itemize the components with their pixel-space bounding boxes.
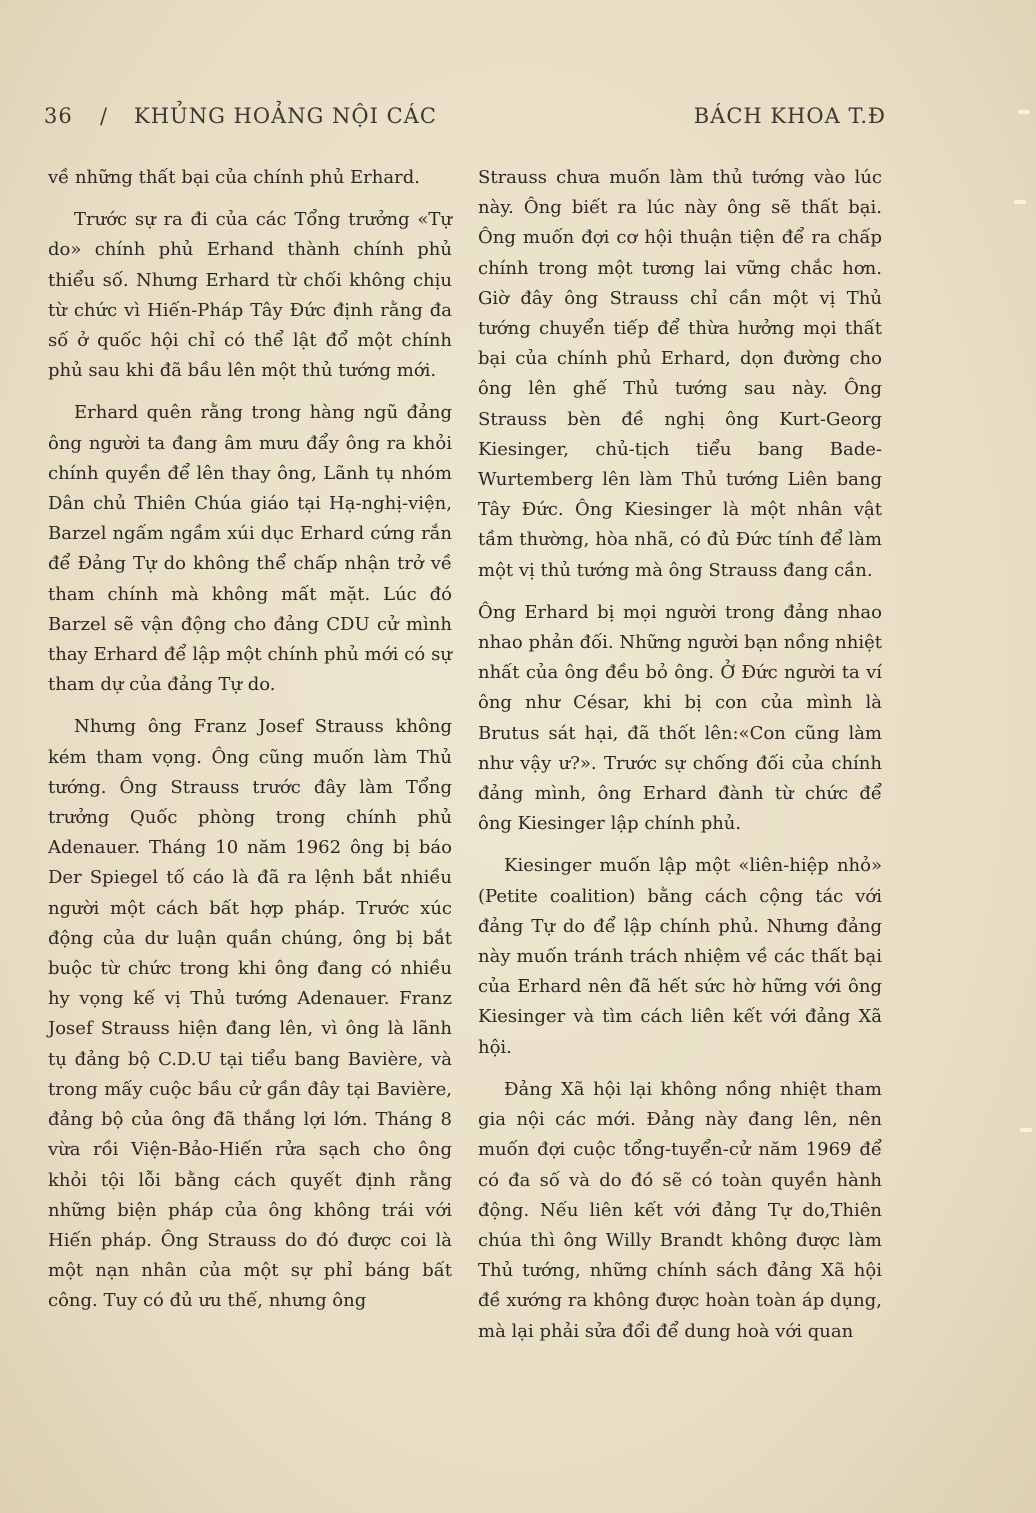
paragraph: Trước sự ra đi của các Tổng trưởng «Tự do» chính phủ Erhand thành chính phủ thiểu số. Nhưng Erhard từ chối không chịu từ chức vì Hiến-Pháp Tây Đức định rằng đa số ở quốc hội chỉ có thể lật đổ một chính phủ sau khi đã bầu lên một thủ tướng mới. [48, 209, 452, 382]
page-number: 36 [44, 104, 73, 128]
paragraph: Nhưng ông Franz Josef Strauss không kém tham vọng. Ông cũng muốn làm Thủ tướng. Ông Strauss trước đây làm Tổng trưởng Quốc phòng trong chính phủ Adenauer. Tháng 10 năm 1962 ông bị báo Der Spiegel tố cáo là đã ra lệnh bắt nhiều người một cách bất hợp pháp. Trước xúc động của dư luận quần chúng, ông bị bắt buộc từ chức trong khi ông đang có nhiều hy vọng kế vị Thủ tướng Adenauer. Franz Josef Strauss hiện đang lên, vì ông là lãnh tụ đảng bộ C.D.U tại tiểu bang Bavière, và trong mấy cuộc bầu cử gần đây tại Bavière, đảng bộ của ông đã thắng lợi lớn. Tháng 8 vừa rồi Viện-Bảo-Hiến rửa sạch cho ông khỏi tội lỗi bằng cách quyết định rằng những biện pháp của ông không trái với Hiến pháp. Ông Strauss do đó được coi là một nạn nhân của một sự phỉ báng bất công. Tuy có đủ ưu thế, nhưng ông [48, 716, 452, 1312]
left-column [48, 163, 452, 1329]
paper-edge-wear [1018, 110, 1030, 114]
paragraph: Ông Erhard bị mọi người trong đảng nhao nhao phản đối. Những người bạn nồng nhiệt nhất của ông đều bỏ ông. Ở Đức người ta ví ông như César, khi bị con của mình là Brutus sát hại, đã thốt lên:«Con cũng làm như vậy ư?». Trước sự chống đối của chính đảng mình, ông Erhard đành từ chức để ông Kiesinger lập chính phủ. [478, 601, 883, 835]
page-header [44, 104, 916, 136]
paragraph: Strauss chưa muốn làm thủ tướng vào lúc này. Ông biết ra lúc này ông sẽ thất bại. Ông muốn đợi cơ hội thuận tiện để ra chấp chính trong một tương lai vững chắc hơn. Giờ đây ông Strauss chỉ cần một vị Thủ tướng chuyển tiếp để thừa hưởng mọi thất bại của chính phủ Erhard, dọn đường cho ông lên ghế Thủ tướng sau này. Ông Strauss bèn đề nghị ông Kurt-Georg Kiesinger, chủ-tịch tiểu bang Bade-Wurtemberg lên làm Thủ tướng Liên bang Tây Đức. Ông Kiesinger là một nhân vật tầm thường, hòa nhã, có đủ Đức tính để làm một vị thủ tướng mà ông Strauss đang cần. [478, 167, 882, 581]
journal-title: BÁCH KHOA T.Đ [693, 104, 886, 128]
running-title: KHỦNG HOẢNG NỘI CÁC [134, 104, 437, 128]
paragraph: Đảng Xã hội lại không nồng nhiệt tham gia nội các mới. Đảng này đang lên, nên muốn đợi cuộc tổng-tuyển-cử năm 1969 để có đa số và do đó sẽ có toàn quyền hành động. Nếu liên kết với đảng Tự do,Thiên chúa thì ông Willy Brandt không được làm Thủ tướng, những chính sách đảng Xã hội đề xướng ra không được hoàn toàn áp dụng, mà lại phải sửa đổi để dung hoà với quan [478, 1078, 882, 1342]
paper-edge-wear [1014, 200, 1026, 204]
right-column [478, 163, 882, 1359]
paragraph: về những thất bại của chính phủ Erhard. [48, 167, 420, 188]
paragraph: Kiesinger muốn lập một «liên-hiệp nhỏ» (Petite coalition) bằng cách cộng tác với đảng Tự do để lập chính phủ. Nhưng đảng này muốn tránh trách nhiệm về các thất bại của Erhard nên đã hết sức hờ hững với ông Kiesinger và tìm cách liên kết với đảng Xã hội. [478, 855, 882, 1058]
paper-edge-wear [1020, 1128, 1032, 1132]
paragraph: Erhard quên rằng trong hàng ngũ đảng ông người ta đang âm mưu đẩy ông ra khỏi chính quyền để lên thay ông, Lãnh tụ nhóm Dân chủ Thiên Chúa giáo tại Hạ-nghị-viện, Barzel ngấm ngầm xúi dục Erhard cứng rắn để Đảng Tự do không thể chấp nhận trở về tham chính mà không mất mặt. Lúc đó Barzel sẽ vận động cho đảng CDU cử mình thay Erhard để lập một chính phủ mới có sự tham dự của đảng Tự do. [48, 402, 452, 696]
header-separator: / [100, 104, 109, 128]
